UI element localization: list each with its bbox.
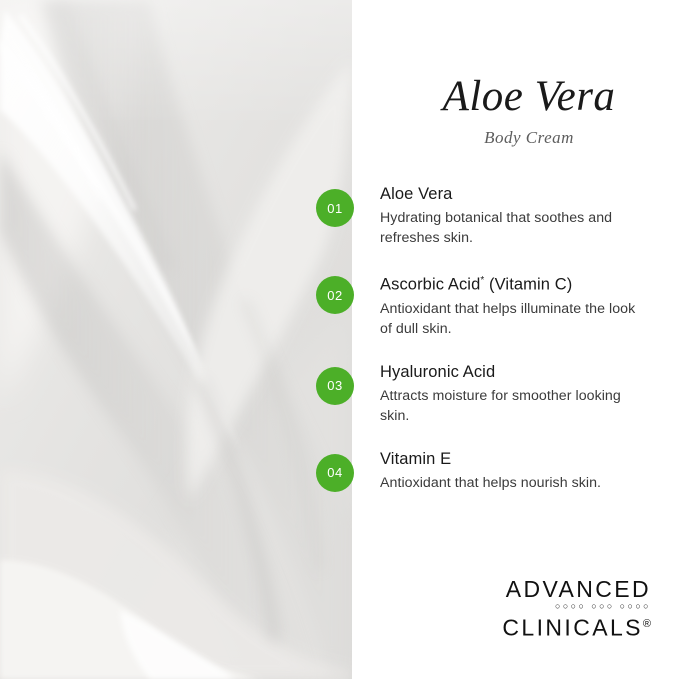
ingredient-name: Aloe Vera	[380, 185, 453, 203]
ingredient-text	[380, 361, 640, 426]
page-title: Aloe Vera	[442, 73, 616, 120]
title-block	[394, 72, 664, 148]
ingredient-name: Ascorbic Acid* (Vitamin C)	[380, 275, 573, 294]
ingredient-text	[380, 183, 640, 248]
list-item	[316, 183, 679, 248]
product-subtitle: Body Cream	[484, 128, 574, 147]
ingredient-number-badge: 04	[316, 454, 354, 492]
content-panel	[327, 0, 679, 679]
list-item	[316, 361, 679, 426]
ingredient-number-badge: 03	[316, 367, 354, 405]
ingredient-description: Hydrating botanical that soothes and refreshes skin.	[380, 210, 613, 246]
ingredient-name: Hyaluronic Acid	[380, 362, 496, 381]
brand-divider-dots: ○○○○ ○○○ ○○○○	[555, 601, 651, 612]
ingredient-list	[316, 183, 679, 515]
ingredient-text	[380, 448, 601, 493]
ingredient-description: Attracts moisture for smoother looking skin.	[380, 387, 621, 424]
footnote-marker: *	[480, 275, 485, 286]
list-item	[316, 270, 679, 339]
brand-name-line-2: CLINICALS®	[502, 615, 651, 641]
ingredient-name: Vitamin E	[380, 449, 452, 468]
ingredient-text	[380, 270, 640, 339]
ingredient-description: Antioxidant that helps illuminate the look of dull skin.	[380, 300, 636, 337]
ingredient-description: Antioxidant that helps nourish skin.	[380, 474, 602, 491]
list-item	[316, 448, 679, 493]
ingredient-number-badge: 02	[316, 276, 354, 314]
registered-trademark-symbol: ®	[642, 618, 651, 631]
ingredient-number-badge: 01	[316, 189, 354, 227]
brand-name-line-1: ADVANCED	[505, 576, 651, 603]
brand-logo	[502, 576, 651, 641]
